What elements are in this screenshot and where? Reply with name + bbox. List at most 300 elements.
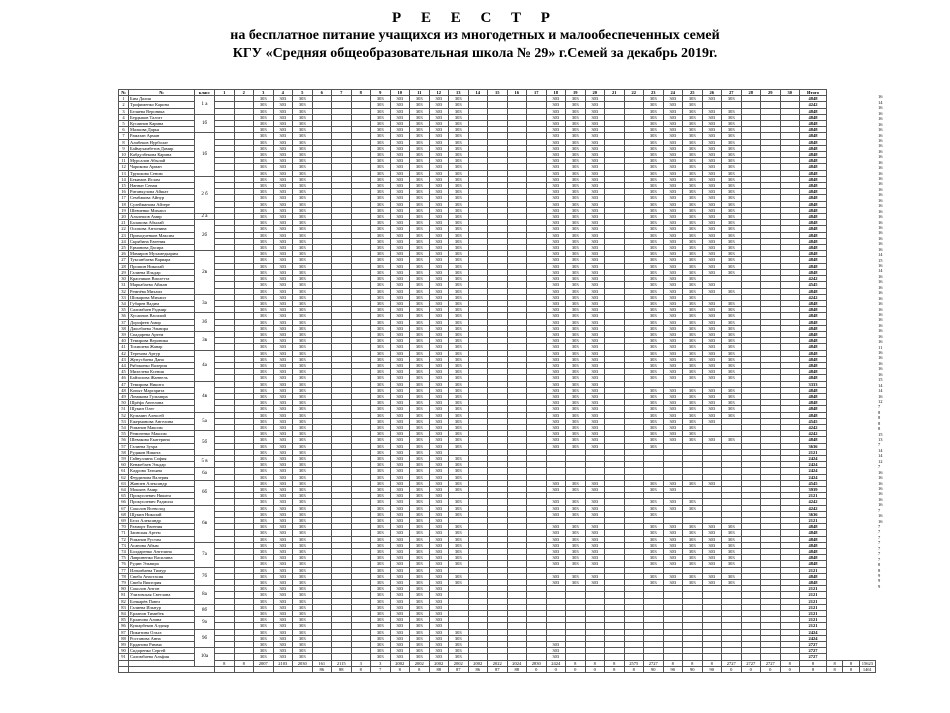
day-cell: 303 bbox=[429, 499, 449, 505]
day-cell: 303 bbox=[546, 133, 566, 139]
row-total: 4848 bbox=[800, 313, 827, 319]
day-cell: 303 bbox=[585, 400, 605, 406]
day-cell: 303 bbox=[683, 121, 703, 127]
day-cell: 303 bbox=[585, 127, 605, 133]
day-cell: 303 bbox=[410, 313, 430, 319]
row-total: 4848 bbox=[800, 356, 827, 362]
day-cell: 303 bbox=[371, 350, 391, 356]
day-cell: 303 bbox=[585, 499, 605, 505]
day-cell: 303 bbox=[585, 294, 605, 300]
row-total: 4545 bbox=[800, 418, 827, 424]
day-cell: 303 bbox=[429, 96, 449, 102]
day-cell: 303 bbox=[254, 443, 274, 449]
row-number: 89 bbox=[119, 642, 129, 648]
row-number: 13 bbox=[119, 170, 129, 176]
day-cell: 303 bbox=[449, 536, 469, 542]
right-value: 14 bbox=[878, 252, 883, 258]
row-total: 4848 bbox=[800, 338, 827, 344]
day-cell: 303 bbox=[293, 505, 313, 511]
day-cell: 303 bbox=[410, 387, 430, 393]
day-cell: 303 bbox=[702, 245, 722, 251]
day-cell: 303 bbox=[293, 474, 313, 480]
registry-subtitle: на бесплатное питание учащихся из многодетных и малообеспеченных семей bbox=[230, 28, 720, 43]
day-cell: 303 bbox=[410, 276, 430, 282]
student-name: Сидоренко Сергей bbox=[129, 648, 195, 654]
day-cell: 303 bbox=[429, 629, 449, 635]
day-cell: 303 bbox=[371, 145, 391, 151]
sum-row-cell: 2024 bbox=[507, 660, 527, 666]
student-name: Малкова Дарья bbox=[129, 127, 195, 133]
day-cell: 303 bbox=[390, 238, 410, 244]
day-cell: 303 bbox=[566, 307, 586, 313]
day-cell: 303 bbox=[371, 220, 391, 226]
student-name: Ломакова Гульмира bbox=[129, 393, 195, 399]
row-number: 4 bbox=[119, 114, 129, 120]
day-cell: 303 bbox=[410, 518, 430, 524]
day-cell: 303 bbox=[566, 133, 586, 139]
student-name: Сембакова Айнур bbox=[129, 195, 195, 201]
day-cell: 303 bbox=[449, 189, 469, 195]
day-cell: 303 bbox=[546, 245, 566, 251]
day-cell: 303 bbox=[390, 555, 410, 561]
student-name: Бекимов Ислам bbox=[129, 176, 195, 182]
day-cell: 303 bbox=[273, 152, 293, 158]
day-cell: 303 bbox=[722, 214, 742, 220]
row-number: 82 bbox=[119, 598, 129, 604]
row-number: 51 bbox=[119, 406, 129, 412]
day-cell: 303 bbox=[429, 573, 449, 579]
day-cell: 303 bbox=[254, 251, 274, 257]
day-cell: 303 bbox=[371, 561, 391, 567]
day-cell: 303 bbox=[273, 300, 293, 306]
day-cell: 303 bbox=[390, 524, 410, 530]
student-name: Галиева Ильнур bbox=[129, 604, 195, 610]
row-total: 4848 bbox=[800, 555, 827, 561]
day-cell: 303 bbox=[585, 251, 605, 257]
day-cell: 303 bbox=[273, 499, 293, 505]
day-cell: 303 bbox=[371, 269, 391, 275]
day-cell: 303 bbox=[429, 549, 449, 555]
column-header: 10 bbox=[390, 90, 410, 96]
day-cell: 303 bbox=[585, 220, 605, 226]
day-cell: 303 bbox=[644, 499, 664, 505]
right-value: 15 bbox=[878, 257, 883, 263]
day-cell: 303 bbox=[644, 294, 664, 300]
day-cell: 303 bbox=[683, 573, 703, 579]
count-row-cell: 86 bbox=[468, 666, 488, 672]
column-header: № bbox=[119, 90, 129, 96]
day-cell: 303 bbox=[546, 145, 566, 151]
day-cell: 303 bbox=[546, 96, 566, 102]
row-total: 4848 bbox=[800, 121, 827, 127]
day-cell: 303 bbox=[644, 530, 664, 536]
sum-row-cell: 3 bbox=[371, 660, 391, 666]
day-cell: 303 bbox=[429, 139, 449, 145]
day-cell: 303 bbox=[702, 480, 722, 486]
day-cell: 303 bbox=[702, 164, 722, 170]
day-cell: 303 bbox=[702, 195, 722, 201]
right-value: 7 bbox=[878, 551, 881, 557]
right-value: 7 bbox=[878, 529, 881, 535]
day-cell: 303 bbox=[410, 542, 430, 548]
day-cell: 303 bbox=[254, 480, 274, 486]
day-cell: 303 bbox=[722, 406, 742, 412]
day-cell: 303 bbox=[429, 648, 449, 654]
row-number: 3 bbox=[119, 108, 129, 114]
day-cell: 303 bbox=[683, 108, 703, 114]
day-cell: 303 bbox=[293, 536, 313, 542]
student-name: Свиба Анастасия bbox=[129, 573, 195, 579]
day-cell: 303 bbox=[566, 288, 586, 294]
student-name: Болдаренко Ангелина bbox=[129, 549, 195, 555]
day-cell: 303 bbox=[585, 437, 605, 443]
day-cell: 303 bbox=[293, 468, 313, 474]
day-cell: 303 bbox=[410, 139, 430, 145]
day-cell: 303 bbox=[371, 493, 391, 499]
day-cell: 303 bbox=[449, 139, 469, 145]
day-cell: 303 bbox=[722, 580, 742, 586]
right-value: 8 bbox=[878, 409, 881, 415]
day-cell: 303 bbox=[663, 338, 683, 344]
day-cell: 303 bbox=[273, 108, 293, 114]
day-cell: 303 bbox=[254, 462, 274, 468]
count-row-cell: 8 bbox=[800, 666, 827, 672]
day-cell: 303 bbox=[390, 387, 410, 393]
day-cell: 303 bbox=[254, 220, 274, 226]
right-value: 16 bbox=[878, 224, 883, 230]
day-cell: 303 bbox=[273, 549, 293, 555]
day-cell: 303 bbox=[683, 170, 703, 176]
day-cell: 303 bbox=[293, 400, 313, 406]
day-cell: 303 bbox=[273, 462, 293, 468]
count-row-cell: 0 bbox=[566, 666, 586, 672]
row-total: 4848 bbox=[800, 251, 827, 257]
day-cell: 303 bbox=[644, 505, 664, 511]
day-cell: 303 bbox=[371, 654, 391, 660]
day-cell: 303 bbox=[293, 412, 313, 418]
day-cell: 303 bbox=[722, 307, 742, 313]
row-number: 91 bbox=[119, 654, 129, 660]
day-cell: 303 bbox=[273, 530, 293, 536]
day-cell: 303 bbox=[293, 393, 313, 399]
day-cell: 303 bbox=[663, 276, 683, 282]
day-cell: 303 bbox=[293, 524, 313, 530]
day-cell: 303 bbox=[371, 176, 391, 182]
count-row-cell: 0 bbox=[741, 666, 761, 672]
day-cell: 303 bbox=[449, 226, 469, 232]
day-cell: 303 bbox=[585, 431, 605, 437]
day-cell: 303 bbox=[371, 127, 391, 133]
day-cell: 303 bbox=[254, 214, 274, 220]
day-cell: 303 bbox=[273, 313, 293, 319]
day-cell: 303 bbox=[371, 96, 391, 102]
day-cell: 303 bbox=[585, 133, 605, 139]
day-cell: 303 bbox=[722, 393, 742, 399]
day-cell: 303 bbox=[546, 325, 566, 331]
day-cell: 303 bbox=[566, 152, 586, 158]
day-cell: 303 bbox=[273, 511, 293, 517]
day-cell: 303 bbox=[293, 362, 313, 368]
count-row-cell bbox=[254, 666, 274, 672]
day-cell: 303 bbox=[429, 580, 449, 586]
day-cell: 303 bbox=[293, 356, 313, 362]
day-cell: 303 bbox=[293, 431, 313, 437]
day-cell: 303 bbox=[585, 269, 605, 275]
student-name: Тохишева Жанар bbox=[129, 344, 195, 350]
day-cell: 303 bbox=[644, 176, 664, 182]
day-cell: 303 bbox=[390, 443, 410, 449]
class-label: 1 а bbox=[195, 96, 215, 115]
day-cell: 303 bbox=[683, 114, 703, 120]
day-cell: 303 bbox=[390, 257, 410, 263]
right-value: 16 bbox=[878, 170, 883, 176]
day-cell: 303 bbox=[273, 412, 293, 418]
row-total: 2121 bbox=[800, 592, 827, 598]
day-cell: 303 bbox=[722, 133, 742, 139]
student-name: Приходченков Максим bbox=[129, 232, 195, 238]
day-cell: 303 bbox=[585, 238, 605, 244]
day-cell: 303 bbox=[429, 604, 449, 610]
day-cell: 303 bbox=[254, 424, 274, 430]
day-cell: 303 bbox=[293, 300, 313, 306]
day-cell: 303 bbox=[585, 158, 605, 164]
right-value: 16 bbox=[878, 496, 883, 502]
day-cell: 303 bbox=[644, 257, 664, 263]
day-cell: 303 bbox=[371, 232, 391, 238]
day-cell: 303 bbox=[410, 449, 430, 455]
day-cell: 303 bbox=[449, 499, 469, 505]
day-cell: 303 bbox=[410, 573, 430, 579]
day-cell: 303 bbox=[663, 536, 683, 542]
day-cell: 303 bbox=[663, 505, 683, 511]
day-cell: 303 bbox=[663, 114, 683, 120]
day-cell: 303 bbox=[410, 189, 430, 195]
day-cell: 303 bbox=[449, 443, 469, 449]
day-cell: 303 bbox=[429, 561, 449, 567]
day-cell: 303 bbox=[722, 300, 742, 306]
day-cell: 303 bbox=[566, 195, 586, 201]
day-cell: 303 bbox=[410, 617, 430, 623]
day-cell: 303 bbox=[273, 505, 293, 511]
day-cell: 303 bbox=[683, 362, 703, 368]
day-cell: 303 bbox=[663, 226, 683, 232]
day-cell: 303 bbox=[273, 195, 293, 201]
right-value: 14 bbox=[878, 447, 883, 453]
day-cell: 303 bbox=[449, 170, 469, 176]
day-cell: 303 bbox=[410, 300, 430, 306]
day-cell: 303 bbox=[429, 226, 449, 232]
day-cell: 303 bbox=[429, 251, 449, 257]
day-cell: 303 bbox=[254, 524, 274, 530]
day-cell: 303 bbox=[390, 133, 410, 139]
day-cell: 303 bbox=[585, 300, 605, 306]
day-cell: 303 bbox=[429, 592, 449, 598]
day-cell: 303 bbox=[449, 530, 469, 536]
day-cell: 303 bbox=[429, 455, 449, 461]
day-cell: 303 bbox=[371, 623, 391, 629]
row-total: 4848 bbox=[800, 406, 827, 412]
day-cell: 303 bbox=[390, 393, 410, 399]
day-cell: 303 bbox=[644, 127, 664, 133]
day-cell: 303 bbox=[722, 313, 742, 319]
day-cell: 303 bbox=[254, 586, 274, 592]
right-value: 7 bbox=[878, 464, 881, 470]
count-row-cell: 8 bbox=[624, 666, 644, 672]
day-cell: 303 bbox=[644, 183, 664, 189]
day-cell: 303 bbox=[722, 263, 742, 269]
day-cell: 303 bbox=[371, 393, 391, 399]
day-cell: 303 bbox=[254, 102, 274, 108]
day-cell: 303 bbox=[449, 511, 469, 517]
sum-row-cell: 8 bbox=[843, 660, 859, 666]
day-cell: 303 bbox=[390, 505, 410, 511]
sum-row-cell: 2727 bbox=[722, 660, 742, 666]
row-number: 55 bbox=[119, 431, 129, 437]
day-cell: 303 bbox=[722, 536, 742, 542]
right-value: 11 bbox=[878, 344, 883, 350]
day-cell: 303 bbox=[449, 257, 469, 263]
day-cell: 303 bbox=[293, 635, 313, 641]
day-cell: 303 bbox=[722, 164, 742, 170]
row-total: 4848 bbox=[800, 139, 827, 145]
day-cell: 303 bbox=[722, 350, 742, 356]
day-cell: 303 bbox=[293, 158, 313, 164]
count-row-cell: 88 bbox=[507, 666, 527, 672]
day-cell: 303 bbox=[585, 511, 605, 517]
day-cell: 303 bbox=[390, 220, 410, 226]
day-cell: 303 bbox=[371, 294, 391, 300]
row-total: 4848 bbox=[800, 524, 827, 530]
count-row bbox=[119, 666, 876, 672]
day-cell: 303 bbox=[293, 102, 313, 108]
day-cell: 303 bbox=[449, 474, 469, 480]
day-cell: 303 bbox=[390, 338, 410, 344]
student-name: Балапова Абылай bbox=[129, 220, 195, 226]
student-name: Ильчибаева Тимур bbox=[129, 567, 195, 573]
day-cell: 303 bbox=[449, 437, 469, 443]
day-cell: 303 bbox=[663, 313, 683, 319]
day-cell: 303 bbox=[410, 133, 430, 139]
day-cell: 303 bbox=[449, 269, 469, 275]
day-cell: 303 bbox=[449, 207, 469, 213]
day-cell: 303 bbox=[390, 462, 410, 468]
day-cell: 303 bbox=[702, 133, 722, 139]
student-name: Наннат Сенам bbox=[129, 183, 195, 189]
day-cell: 303 bbox=[722, 437, 742, 443]
day-cell: 303 bbox=[644, 300, 664, 306]
day-cell: 303 bbox=[663, 121, 683, 127]
row-total: 3333 bbox=[800, 381, 827, 387]
day-cell: 303 bbox=[566, 102, 586, 108]
day-cell: 303 bbox=[371, 108, 391, 114]
student-name: Бим Далия bbox=[129, 96, 195, 102]
day-cell: 303 bbox=[449, 642, 469, 648]
day-cell: 303 bbox=[410, 350, 430, 356]
day-cell: 303 bbox=[546, 263, 566, 269]
day-cell: 303 bbox=[429, 170, 449, 176]
day-cell: 303 bbox=[722, 158, 742, 164]
day-cell: 303 bbox=[410, 170, 430, 176]
student-name: Заинская Артем bbox=[129, 530, 195, 536]
row-total: 4848 bbox=[800, 437, 827, 443]
day-cell: 303 bbox=[254, 207, 274, 213]
count-row-cell: 90 bbox=[663, 666, 683, 672]
day-cell: 303 bbox=[585, 375, 605, 381]
row-total: 4848 bbox=[800, 288, 827, 294]
day-cell: 303 bbox=[410, 269, 430, 275]
right-value: 7 bbox=[878, 556, 881, 562]
day-cell: 303 bbox=[546, 530, 566, 536]
registry-org-line: КГУ «Средняя общеобразовательная школа № 29» г.Семей за декабрь 2019г. bbox=[232, 46, 718, 61]
day-cell: 303 bbox=[254, 654, 274, 660]
day-cell: 303 bbox=[663, 183, 683, 189]
day-cell: 303 bbox=[390, 530, 410, 536]
day-cell: 303 bbox=[254, 611, 274, 617]
row-total: 4848 bbox=[800, 145, 827, 151]
day-cell: 303 bbox=[390, 189, 410, 195]
day-cell: 303 bbox=[663, 133, 683, 139]
class-label: 9а bbox=[195, 617, 215, 629]
day-cell: 303 bbox=[410, 635, 430, 641]
day-cell: 303 bbox=[371, 542, 391, 548]
day-cell: 303 bbox=[683, 251, 703, 257]
right-value: 16 bbox=[878, 279, 883, 285]
day-cell: 303 bbox=[390, 381, 410, 387]
right-value: 16 bbox=[878, 317, 883, 323]
count-row-cell bbox=[234, 666, 254, 672]
right-value: 16 bbox=[878, 186, 883, 192]
student-name: Галиева Зухра bbox=[129, 443, 195, 449]
day-cell: 303 bbox=[566, 145, 586, 151]
day-cell: 303 bbox=[722, 356, 742, 362]
student-name: Разморт Евгения bbox=[129, 524, 195, 530]
row-number: 66 bbox=[119, 499, 129, 505]
day-cell: 303 bbox=[722, 542, 742, 548]
right-value: 7 bbox=[878, 404, 881, 410]
day-cell: 303 bbox=[429, 387, 449, 393]
day-cell: 303 bbox=[663, 549, 683, 555]
day-cell: 303 bbox=[254, 648, 274, 654]
day-cell: 303 bbox=[449, 127, 469, 133]
day-cell: 303 bbox=[546, 189, 566, 195]
day-cell: 303 bbox=[273, 406, 293, 412]
day-cell: 303 bbox=[585, 536, 605, 542]
day-cell: 303 bbox=[663, 406, 683, 412]
row-number: 34 bbox=[119, 300, 129, 306]
day-cell: 303 bbox=[410, 561, 430, 567]
day-cell: 303 bbox=[429, 393, 449, 399]
day-cell: 303 bbox=[585, 232, 605, 238]
day-cell: 303 bbox=[663, 580, 683, 586]
day-cell: 303 bbox=[429, 207, 449, 213]
day-cell: 303 bbox=[429, 164, 449, 170]
day-cell: 303 bbox=[546, 319, 566, 325]
row-number: 44 bbox=[119, 362, 129, 368]
day-cell: 303 bbox=[429, 195, 449, 201]
class-label: 2 а bbox=[195, 214, 215, 220]
day-cell: 303 bbox=[702, 412, 722, 418]
day-cell: 303 bbox=[429, 635, 449, 641]
day-cell: 303 bbox=[644, 189, 664, 195]
day-cell: 303 bbox=[410, 629, 430, 635]
day-cell: 303 bbox=[449, 480, 469, 486]
right-value: 16 bbox=[878, 339, 883, 345]
day-cell: 303 bbox=[566, 176, 586, 182]
class-label: 5 в bbox=[195, 455, 215, 467]
day-cell: 303 bbox=[566, 220, 586, 226]
sum-row-cell: 2002 bbox=[410, 660, 430, 666]
day-cell: 303 bbox=[585, 114, 605, 120]
